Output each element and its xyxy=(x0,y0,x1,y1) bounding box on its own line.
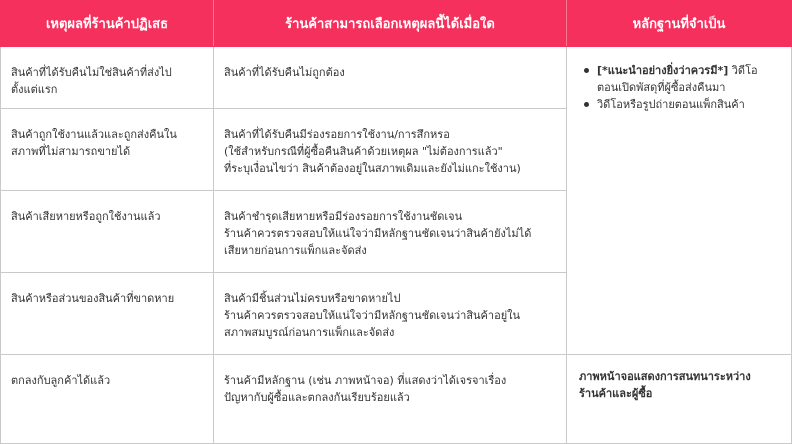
header-when: ร้านค้าสามารถเลือกเหตุผลนี้ได้เมื่อใด xyxy=(214,1,567,47)
reason-cell: ตกลงกับลูกค้าได้แล้ว xyxy=(1,355,214,444)
reason-cell: สินค้าเสียหายหรือถูกใช้งานแล้ว xyxy=(1,191,214,273)
recommended-tag: [*แนะนำอย่างยิ่งว่าควรมี*] xyxy=(597,64,729,77)
table-header-row xyxy=(1,1,792,47)
when-cell: ร้านค้ามีหลักฐาน (เช่น ภาพหน้าจอ) ที่แสดงว่าได้เจรจาเรื่อง ปัญหากับผู้ซื้อและตกลงกันเรียบร้อยแล้ว xyxy=(214,355,567,444)
shared-evidence-cell xyxy=(567,47,792,355)
table-row xyxy=(1,47,792,109)
when-cell: สินค้ามีชิ้นส่วนไม่ครบหรือขาดหายไป ร้านค้าควรตรวจสอบให้แน่ใจว่ามีหลักฐานชัดเจนว่าสินค้าอยู่ใน สภาพสมบูรณ์ก่อนการแพ็กและจัดส่ง xyxy=(214,273,567,355)
header-reason: เหตุผลที่ร้านค้าปฏิเสธ xyxy=(1,1,214,47)
table-row xyxy=(1,355,792,444)
evidence-list xyxy=(579,62,781,113)
evidence-cell: ภาพหน้าจอแสดงการสนทนาระหว่าง ร้านค้าและผู้ซื้อ xyxy=(567,355,792,444)
reason-cell: สินค้าหรือส่วนของสินค้าที่ขาดหาย xyxy=(1,273,214,355)
when-cell: สินค้าที่ได้รับคืนไม่ถูกต้อง xyxy=(214,47,567,109)
reason-cell: สินค้าถูกใช้งานแล้วและถูกส่งคืนใน สภาพที่ไม่สามารถขายได้ xyxy=(1,109,214,191)
when-cell: สินค้าชำรุดเสียหายหรือมีร่องรอยการใช้งานชัดเจน ร้านค้าควรตรวจสอบให้แน่ใจว่ามีหลักฐานชัดเจนว่าสินค้ายังไม่ได้ เสียหายก่อนการแพ็กและจัดส่ง xyxy=(214,191,567,273)
header-evidence: หลักฐานที่จำเป็น xyxy=(567,1,792,47)
when-cell: สินค้าที่ได้รับคืนมีร่องรอยการใช้งาน/การสึกหรอ (ใช้สำหรับกรณีที่ผู้ซื้อคืนสินค้าด้วยเหตุผล "ไม่ต้องการแล้ว" ที่ระบุเงื่อนไขว่า สินค้าต้องอยู่ในสภาพเดิมและยังไม่แกะใช้งาน) xyxy=(214,109,567,191)
evidence-item: [*แนะนำอย่างยิ่งว่าควรมี*] วิดีโอ ตอนเปิดพัสดุที่ผู้ซื้อส่งคืนมา xyxy=(597,62,781,96)
reason-cell: สินค้าที่ได้รับคืนไม่ใช่สินค้าที่ส่งไป ตั้งแต่แรก xyxy=(1,47,214,109)
evidence-item: วิดีโอหรือรูปถ่ายตอนแพ็กสินค้า xyxy=(597,96,781,113)
